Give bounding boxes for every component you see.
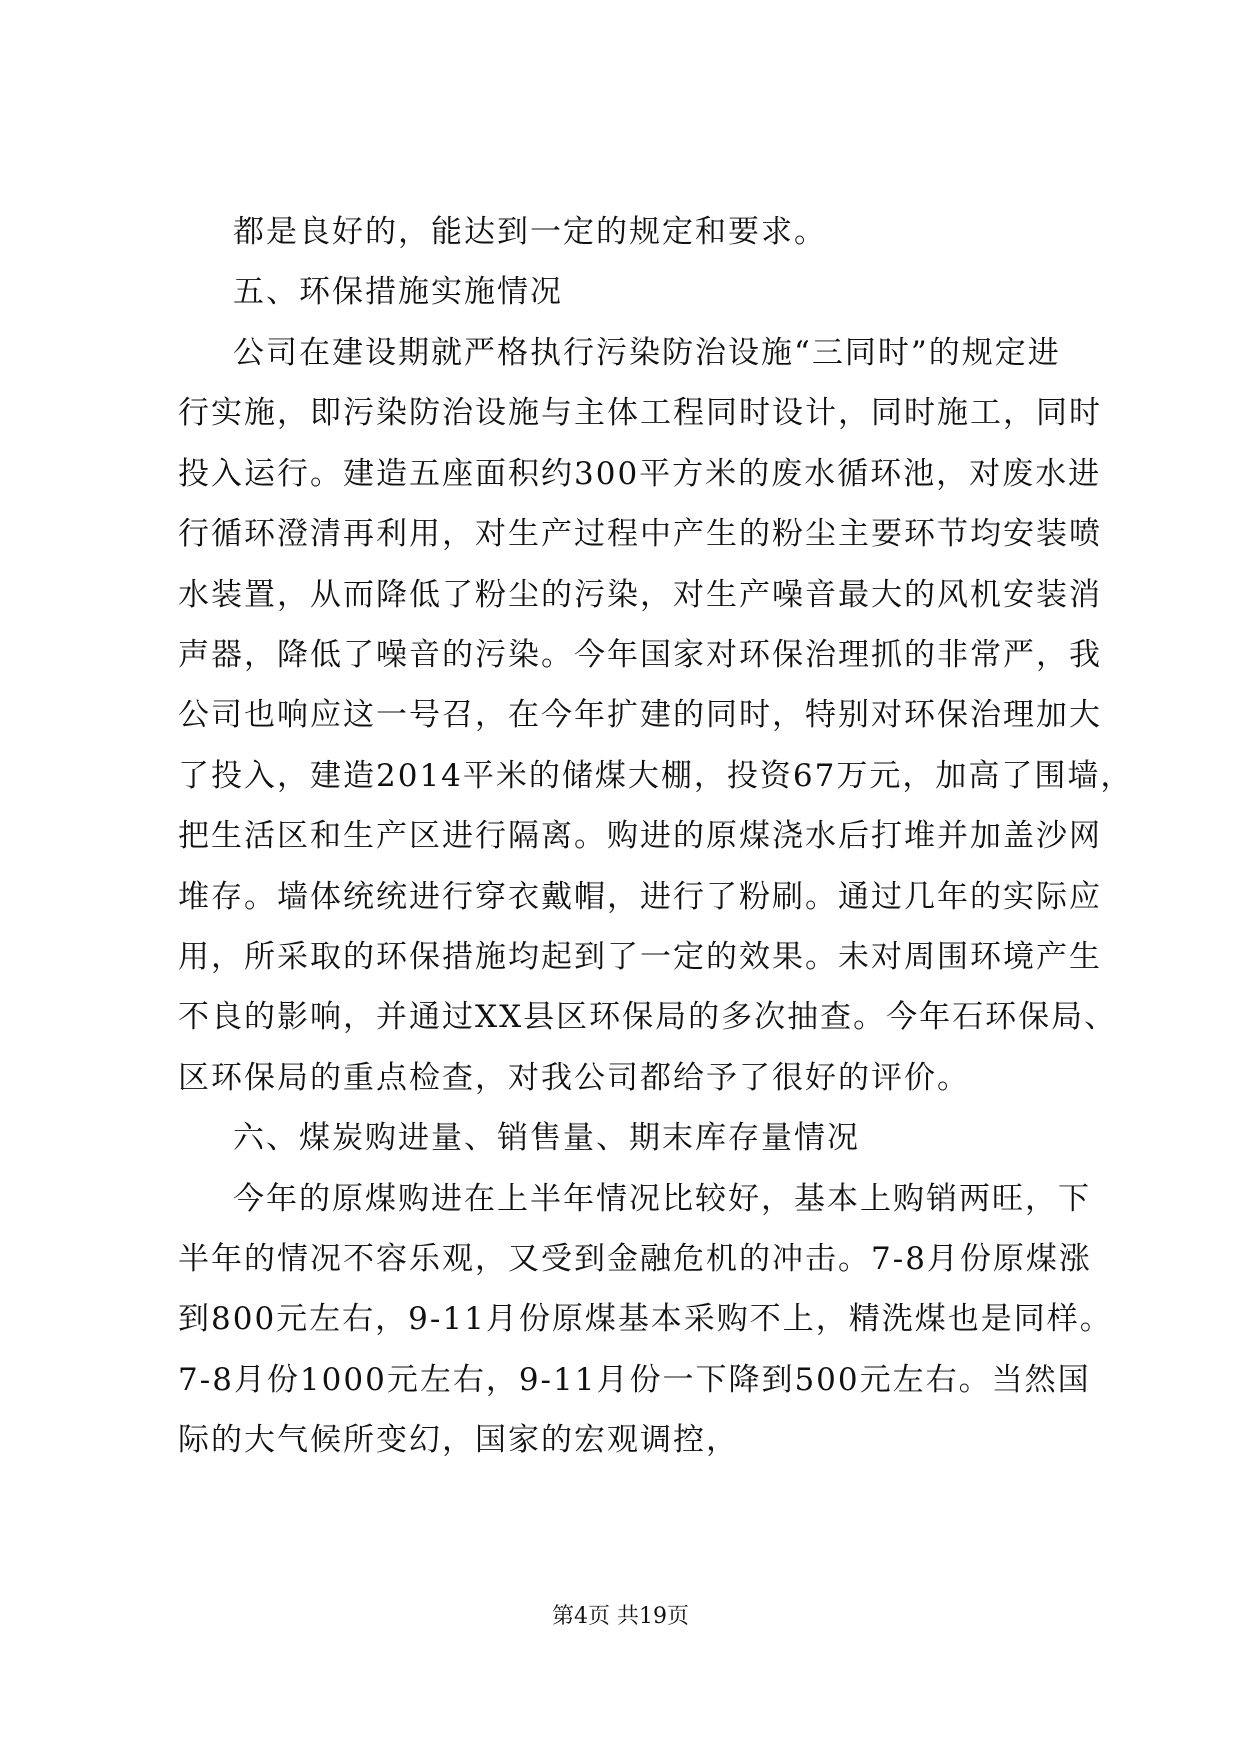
text-line: 都是良好的，能达到一定的规定和要求。 [233, 214, 827, 250]
text-line: 不良的影响，并通过XX县区环保局的多次抽查。今年石环保局、 [178, 999, 1118, 1035]
text-line: 公司在建设期就严格执行污染防治设施“三同时”的规定进 [233, 335, 1061, 371]
text-line: 行循环澄清再利用，对生产过程中产生的粉尘主要环节均安装喷 [178, 516, 1102, 552]
text-line: 堆存。墙体统统进行穿衣戴帽，进行了粉刷。通过几年的实际应 [178, 879, 1102, 915]
text-line: 投入运行。建造五座面积约300平方米的废水循环池，对废水进 [178, 456, 1102, 492]
text-line: 行实施，即污染防治设施与主体工程同时设计，同时施工，同时 [178, 395, 1102, 431]
text-line: 区环保局的重点检查，对我公司都给予了很好的评价。 [178, 1060, 970, 1096]
text-line: 了投入，建造2014平米的储煤大棚，投资67万元，加高了围墙， [178, 758, 1134, 794]
text-line: 用，所采取的环保措施均起到了一定的效果。未对周围环境产生 [178, 939, 1102, 975]
page-footer: 第4页 共19页 [552, 1604, 689, 1629]
text-line: 今年的原煤购进在上半年情况比较好，基本上购销两旺，下 [233, 1181, 1091, 1217]
section-heading: 六、煤炭购进量、销售量、期末库存量情况 [233, 1120, 860, 1156]
text-line: 公司也响应这一号召，在今年扩建的同时，特别对环保治理加大 [178, 697, 1102, 733]
text-line: 水装置，从而降低了粉尘的污染，对生产噪音最大的风机安装消 [178, 577, 1102, 613]
text-line: 把生活区和生产区进行隔离。购进的原煤浇水后打堆并加盖沙网 [178, 818, 1102, 854]
text-line: 到800元左右，9-11月份原煤基本采购不上，精洗煤也是同样。 [178, 1301, 1113, 1337]
text-line: 声器，降低了噪音的污染。今年国家对环保治理抓的非常严，我 [178, 637, 1102, 673]
section-heading: 五、环保措施实施情况 [233, 274, 563, 310]
text-line: 半年的情况不容乐观，又受到金融危机的冲击。7-8月份原煤涨 [178, 1241, 1092, 1277]
text-line: 7-8月份1000元左右，9-11月份一下降到500元左右。当然国 [178, 1362, 1091, 1398]
text-line: 际的大气候所变幻，国家的宏观调控， [178, 1422, 739, 1458]
